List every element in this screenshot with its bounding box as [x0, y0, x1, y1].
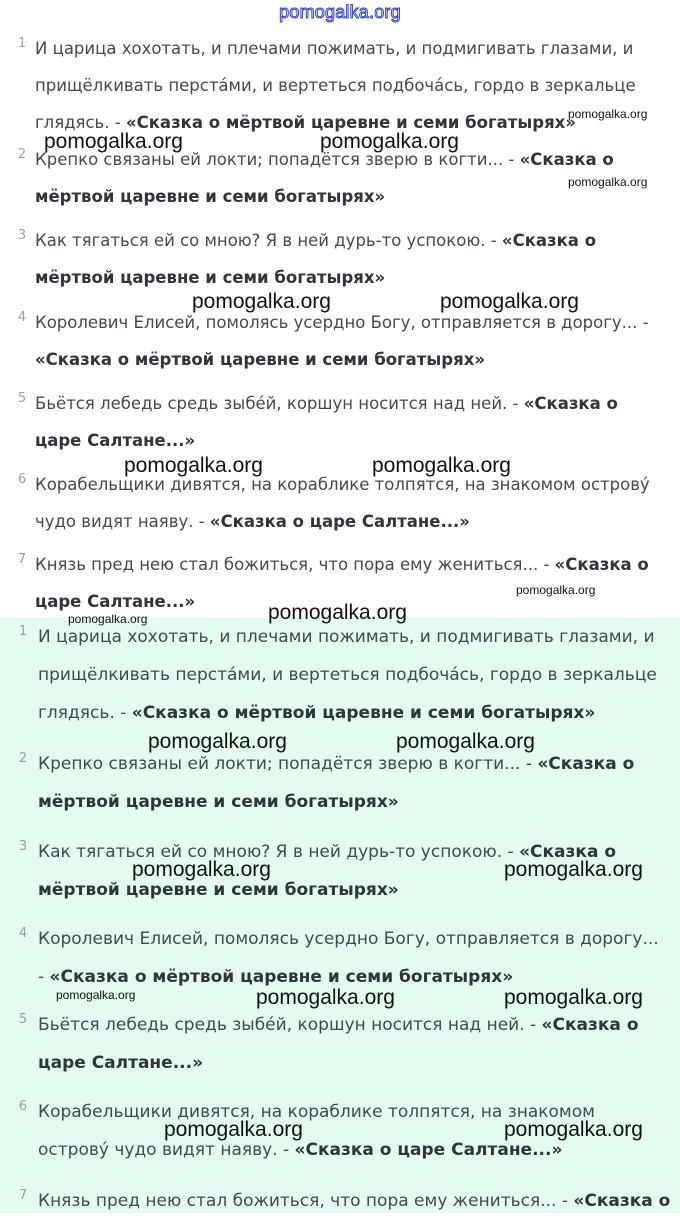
item-source: «Сказка о царе Салтане...»: [38, 1015, 639, 1073]
item-source: «Сказка о царе Салтане...»: [209, 512, 470, 531]
item-text: Корабельщики дивятся, на кораблике толпятся, на знакомом островý чудо видят наяву. - «Сказка о царе Салтане...»: [35, 475, 650, 531]
item-text: Королевич Елисей, помолясь усердно Богу, отправляется в дорогу... - «Сказка о мёртвой царевне и семи богатырях»: [38, 929, 659, 987]
item-text: Крепко связаны ей локти; попадётся зверю в когти... - «Сказка о мёртвой царевне и семи богатырях»: [38, 754, 635, 812]
watermark: pomogalka.org: [320, 130, 459, 153]
watermark: pomogalka.org: [568, 175, 648, 189]
item-text: Бьётся лебедь средь зыбéй, коршун носится над ней. - «Сказка о царе Салтане...»: [35, 394, 618, 450]
item-text: Как тягаться ей со мною? Я в ней дурь-то успокою. - «Сказка о мёртвой царевне и семи богатырях»: [35, 231, 597, 287]
watermark: pomogalka.org: [124, 454, 263, 477]
item-text: Князь пред нею стал божиться, что пора ему жениться... - «Сказка о: [38, 1191, 671, 1211]
watermark: pomogalka.org: [504, 986, 643, 1009]
item-source: «Сказка о мёртвой царевне и семи богатырях»: [38, 754, 635, 812]
item-source: «Сказка о мёртвой царевне и семи богатырях»: [125, 113, 576, 132]
item-number: 1: [18, 624, 28, 639]
item-source: «Сказка о мёртвой царевне и семи богатырях»: [35, 350, 485, 369]
item-text: И царица хохотать, и плечами пожимать, и подмигивать глазами, и прищёлкивать перстáми, и вертеться подбочáсь, гордо в зеркальце глядясь. - «Сказка о мёртвой царевне и семи богатырях»: [35, 39, 636, 132]
item-number: 3: [17, 228, 27, 243]
item-number: 7: [17, 552, 27, 567]
item-text: Как тягаться ей со мною? Я в ней дурь-то успокою. - «Сказка о мёртвой царевне и семи богатырях»: [38, 842, 617, 900]
watermark: pomogalka.org: [504, 858, 643, 881]
item-source: «Сказка о мёртвой царевне и семи богатырях»: [38, 842, 617, 900]
watermark: pomogalka.org: [56, 988, 136, 1002]
watermark: pomogalka.org: [68, 612, 148, 626]
watermark: pomogalka.org: [568, 107, 648, 121]
watermark: pomogalka.org: [504, 1118, 643, 1141]
watermark: pomogalka.org: [44, 130, 183, 153]
item-source: «Сказка о: [573, 1191, 671, 1211]
item-text: Королевич Елисей, помолясь усердно Богу, отправляется в дорогу... - «Сказка о мёртвой царевне и семи богатырях»: [35, 313, 649, 369]
item-number: 4: [18, 926, 28, 941]
item-text: И царица хохотать, и плечами пожимать, и подмигивать глазами, и прищёлкивать перстáми, и вертеться подбочáсь, гордо в зеркальце глядясь. - «Сказка о мёртвой царевне и семи богатырях»: [38, 627, 657, 723]
site-link[interactable]: pomogalka.org: [279, 2, 401, 22]
watermark: pomogalka.org: [256, 986, 395, 1009]
item-text: Корабельщики дивятся, на кораблике толпятся, на знакомом островý чудо видят наяву. - «Сказка о царе Салтане...»: [38, 1102, 595, 1160]
watermark: pomogalka.org: [396, 730, 535, 753]
item-source: «Сказка о царе Салтане...»: [294, 1140, 563, 1160]
item-number: 5: [17, 391, 27, 406]
item-source: «Сказка о мёртвой царевне и семи богатырях»: [35, 231, 597, 287]
watermark: pomogalka.org: [372, 454, 511, 477]
item-text: Бьётся лебедь средь зыбéй, коршун носится над ней. - «Сказка о царе Салтане...»: [38, 1015, 639, 1073]
item-text: Князь пред нею стал божиться, что пора ему жениться... - «Сказка о царе Салтане...»: [35, 555, 649, 611]
item-text: Крепко связаны ей локти; попадётся зверю в когти... - «Сказка о мёртвой царевне и семи богатырях»: [35, 150, 614, 206]
watermark: pomogalka.org: [132, 858, 271, 881]
site-header: [0, 0, 680, 26]
item-number: 5: [18, 1012, 28, 1027]
item-number: 6: [18, 1099, 28, 1114]
item-source: «Сказка о царе Салтане...»: [35, 394, 618, 450]
item-number: 2: [18, 751, 28, 766]
item-number: 6: [17, 472, 27, 487]
watermark: pomogalka.org: [268, 601, 407, 624]
watermark: pomogalka.org: [440, 290, 579, 313]
watermark: pomogalka.org: [164, 1118, 303, 1141]
item-number: 4: [17, 310, 27, 325]
item-source: «Сказка о мёртвой царевне и семи богатырях»: [131, 703, 596, 723]
item-source: «Сказка о царе Салтане...»: [35, 555, 649, 611]
item-number: 1: [17, 36, 27, 51]
item-source: «Сказка о мёртвой царевне и семи богатырях»: [35, 150, 614, 206]
item-number: 3: [18, 839, 28, 854]
item-number: 2: [17, 147, 27, 162]
watermark: pomogalka.org: [516, 583, 596, 597]
item-source: «Сказка о мёртвой царевне и семи богатырях»: [49, 967, 514, 987]
watermark: pomogalka.org: [192, 290, 331, 313]
watermark: pomogalka.org: [148, 730, 287, 753]
item-number: 7: [18, 1188, 28, 1203]
